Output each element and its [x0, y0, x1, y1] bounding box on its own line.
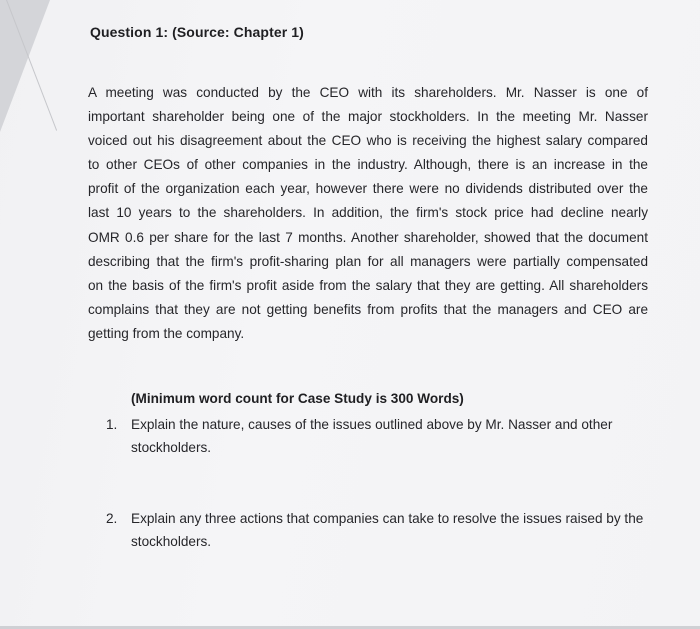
question-number: 2.: [106, 511, 118, 526]
page-fold-corner: [0, 0, 50, 132]
paragraph-line: describing that the firm's profit-sharing plan for all managers were partially compensated: [88, 253, 648, 269]
paragraph-line: to other CEOs of other companies in the industry. Although, there is an increase in the: [88, 157, 648, 173]
question-number: 1.: [106, 417, 118, 432]
question-text: Explain any three actions that companies can take to resolve the issues raised by the stockholders.: [131, 511, 644, 549]
paragraph-line: voiced out his disagreement about the CEO who is receiving the highest salary compared: [88, 133, 648, 149]
question-text: Explain the nature, causes of the issues outlined above by Mr. Nasser and other stockholders.: [131, 417, 613, 455]
question-item: [106, 507, 666, 553]
case-paragraph: [88, 81, 648, 346]
paragraph-line: OMR 0.6 per share for the last 7 months. Another shareholder, showed that the document: [88, 229, 648, 245]
question-heading: Question 1: (Source: Chapter 1): [90, 24, 304, 40]
paragraph-line: profit of the organization each year, however there were no dividends distributed over the: [88, 181, 648, 197]
paragraph-line: on the basis of the firm's profit aside from the salary that they are getting. All shareholders: [88, 277, 648, 293]
paragraph-line: A meeting was conducted by the CEO with its shareholders. Mr. Nasser is one of: [88, 85, 648, 100]
paragraph-line: getting from the company.: [88, 325, 245, 341]
paragraph-line: important shareholder being one of the major stockholders. In the meeting Mr. Nasser: [88, 109, 648, 125]
paragraph-line: last 10 years to the shareholders. In addition, the firm's stock price had decline nearly: [88, 205, 648, 221]
minimum-word-count-note: (Minimum word count for Case Study is 300 Words): [131, 391, 464, 406]
paragraph-line: complains that they are not getting benefits from profits that the managers and CEO are: [88, 301, 648, 317]
question-item: [106, 413, 666, 459]
